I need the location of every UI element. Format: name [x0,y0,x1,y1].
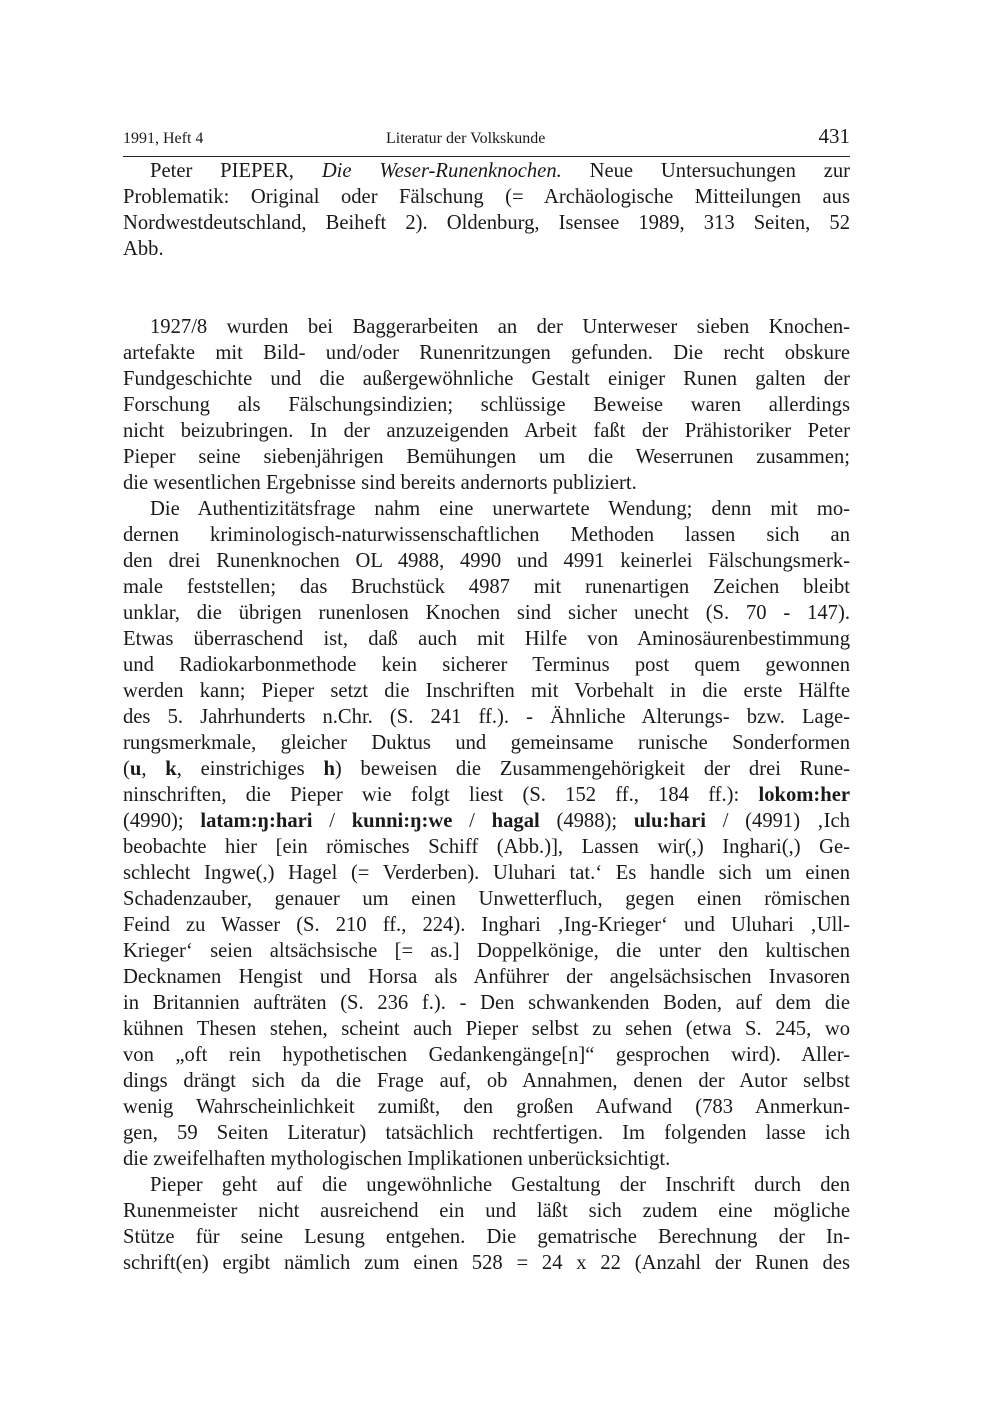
text-line [123,340,850,366]
text-line [123,652,850,678]
header-rule [123,156,850,157]
text-line [123,678,850,704]
text-line [123,730,850,756]
text-run: kühnen Thesen stehen, scheint auch Pieper selbst zu sehen (etwa S. 245, wo [123,1018,850,1040]
text-run: Nordwestdeutschland, Beiheft 2). Oldenburg, Isensee 1989, 313 Seiten, 52 [123,212,850,234]
text-line [123,314,850,340]
text-run: und Radiokarbonmethode kein sicherer Terminus post quem gewonnen [123,654,850,676]
text-line [123,1146,850,1172]
text-line [123,392,850,418]
text-run: werden kann; Pieper setzt die Inschriften mit Vorbehalt in die erste Hälfte [123,680,850,702]
text-line [123,548,850,574]
text-line [123,236,850,262]
text-line [123,1068,850,1094]
text-line [123,522,850,548]
text-run: von „oft rein hypothetischen Gedankengänge[n]“ gesprochen wird). Aller- [123,1044,850,1066]
text-run: Forschung als Fälschungsindizien; schlüssige Beweise waren allerdings [123,394,850,416]
text-run: Pieper seine siebenjährigen Bemühungen um die Weserrunen zusammen; [123,446,850,468]
text-run: / [312,810,352,832]
bold-rune-reading: ulu:hari [633,810,706,832]
text-run: rungsmerkmale, gleicher Duktus und gemeinsame runische Sonderformen [123,732,850,754]
citation-paragraph [123,158,850,262]
text-line [123,964,850,990]
text-line [123,158,850,184]
paragraph [123,1172,850,1276]
text-run: beobachte hier [ein römisches Schiff (Abb.)], Lassen wir(,) Inghari(,) Ge- [123,836,850,858]
bold-rune-reading: k [165,758,177,780]
bold-rune-reading: latam:ŋ:hari [200,810,313,832]
text-line [123,860,850,886]
text-line [123,1094,850,1120]
text-run: , einstrichiges [176,758,324,780]
text-run: dernen kriminologisch-naturwissenschaftlichen Methoden lassen sich an [123,524,850,546]
text-run: Stütze für seine Lesung entgehen. Die gematrische Berechnung der In- [123,1226,850,1248]
bold-rune-reading: kunni:ŋ:we [351,810,453,832]
text-run: die zweifelhaften mythologischen Implikationen unberücksichtigt. [123,1148,671,1170]
journal-issue: 1991, Heft 4 [123,130,204,147]
text-line [123,1172,850,1198]
text-run: Schadenzauber, genauer um einen Unwetterfluch, gegen einen römischen [123,888,850,910]
page-number: 431 [818,124,850,148]
text-run: dings drängt sich da die Frage auf, ob Annahmen, denen der Autor selbst [123,1070,850,1092]
text-line [123,782,850,808]
text-line [123,366,850,392]
text-run: Fundgeschichte und die außergewöhnliche Gestalt einiger Runen galten der [123,368,850,390]
text-line [123,756,850,782]
text-run: ninschriften, die Pieper wie folgt liest (S. 152 ff., 184 ff.): [123,784,759,806]
bold-rune-reading: lokom:her [758,784,850,806]
text-line [123,704,850,730]
text-run: Neue Untersuchungen zur [561,160,851,182]
text-run: (4990); [123,810,201,832]
text-run: ( [123,758,130,780]
text-line [123,574,850,600]
text-line [123,1224,850,1250]
text-run: in Britannien aufträten (S. 236 f.). - Den schwankenden Boden, auf dem die [123,992,850,1014]
text-run: des 5. Jahrhunderts n.Chr. (S. 241 ff.). - Ähnliche Alterungs- bzw. Lage- [123,706,850,728]
text-run: den drei Runenknochen OL 4988, 4990 und 4991 keinerlei Fälschungsmerk- [123,550,850,572]
text-run: Problematik: Original oder Fälschung (= Archäologische Mitteilungen aus [123,186,850,208]
bold-rune-reading: hagal [491,810,540,832]
text-run: / [452,810,492,832]
text-line [123,1250,850,1276]
text-line [123,444,850,470]
text-run: (4988); [539,810,634,832]
text-line [123,990,850,1016]
text-line [123,184,850,210]
text-run: 1927/8 wurden bei Baggerarbeiten an der Unterweser sieben Knochen- [150,316,850,338]
paragraph [123,314,850,496]
bold-rune-reading: h [323,758,335,780]
text-line [123,496,850,522]
text-run: unklar, die übrigen runenlosen Knochen sind sicher unecht (S. 70 - 147). [123,602,850,624]
bold-rune-reading: u [129,758,142,780]
text-line [123,470,850,496]
text-run: Decknamen Hengist und Horsa als Anführer der angelsächsischen Invasoren [123,966,850,988]
text-run: Pieper geht auf die ungewöhnliche Gestaltung der Inschrift durch den [150,1174,850,1196]
paragraph [123,496,850,1172]
book-title: Die Weser-Runenknochen. [321,160,562,182]
text-run: Feind zu Wasser (S. 210 ff., 224). Inghari ‚Ing-Krieger‘ und Uluhari ‚Ull- [123,914,850,936]
section-title: Literatur der Volkskunde [386,130,546,147]
text-run: schlecht Ingwe(,) Hagel (= Verderben). Uluhari tat.‘ Es handle sich um einen [123,862,850,884]
text-run: Die Authentizitätsfrage nahm eine unerwartete Wendung; denn mit mo- [150,498,850,520]
text-run: / (4991) ‚Ich [705,810,850,832]
text-run: , [141,758,166,780]
text-line [123,1120,850,1146]
review-body [123,314,850,1276]
text-run: ) beweisen die Zusammengehörigkeit der drei Rune- [334,758,851,780]
text-run: male feststellen; das Bruchstück 4987 mit runenartigen Zeichen bleibt [123,576,850,598]
text-line [123,808,850,834]
text-line [123,1198,850,1224]
text-run: wenig Wahrscheinlichkeit zumißt, den großen Aufwand (783 Anmerkun- [123,1096,850,1118]
text-run: gen, 59 Seiten Literatur) tatsächlich rechtfertigen. Im folgenden lasse ich [123,1122,850,1144]
text-line [123,600,850,626]
text-run: nicht beizubringen. In der anzuzeigenden Arbeit faßt der Prähistoriker Peter [123,420,850,442]
text-run: Peter PIEPER, [150,160,322,182]
book-citation [123,158,850,262]
text-line [123,626,850,652]
text-run: Runenmeister nicht ausreichend ein und läßt sich zudem eine mögliche [123,1200,850,1222]
text-run: schrift(en) ergibt nämlich zum einen 528 = 24 x 22 (Anzahl der Runen des [123,1252,850,1274]
text-line [123,886,850,912]
text-line [123,834,850,860]
text-run: Krieger‘ seien altsächsische [= as.] Doppelkönige, die unter den kultischen [123,940,850,962]
text-line [123,418,850,444]
text-line [123,1016,850,1042]
text-run: Etwas überraschend ist, daß auch mit Hilfe von Aminosäurenbestimmung [123,628,850,650]
text-line [123,912,850,938]
text-run: Abb. [123,238,164,260]
running-header [123,124,850,154]
text-run: artefakte mit Bild- und/oder Runenritzungen gefunden. Die recht obskure [123,342,850,364]
text-line [123,938,850,964]
text-line [123,210,850,236]
text-run: die wesentlichen Ergebnisse sind bereits andernorts publiziert. [123,472,637,494]
text-line [123,1042,850,1068]
